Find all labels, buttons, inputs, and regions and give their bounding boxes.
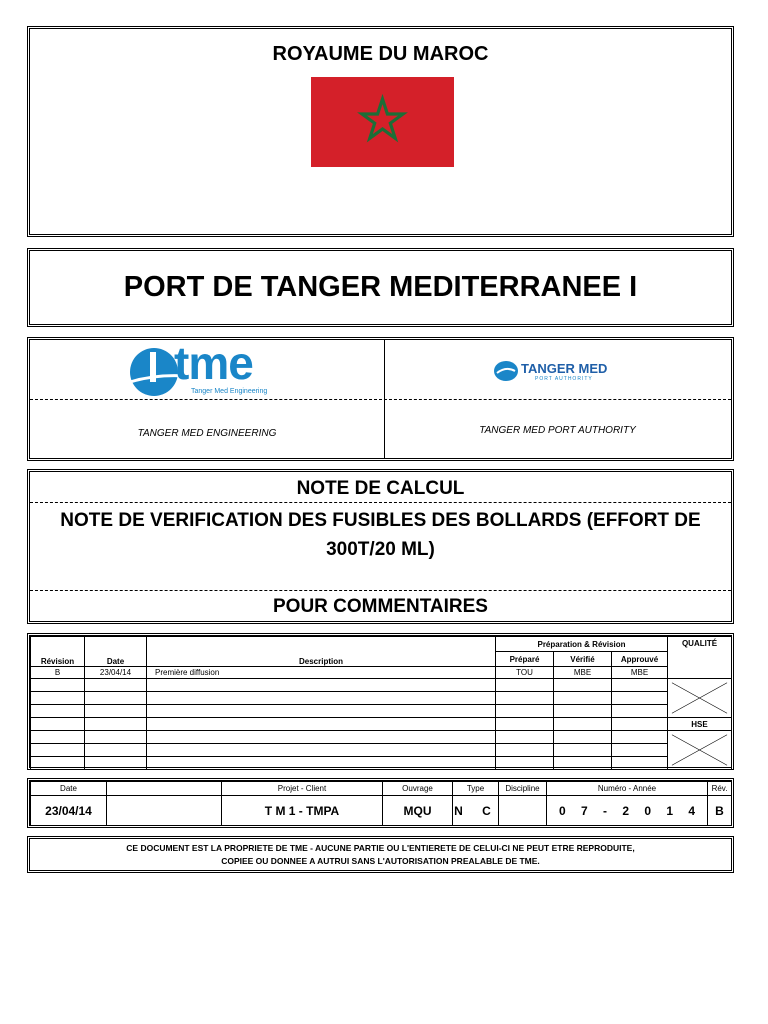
note-type: NOTE DE CALCUL (296, 478, 465, 499)
table-row (31, 718, 732, 731)
row-verifie: MBE (554, 667, 612, 679)
row-description: Première diffusion (147, 667, 496, 679)
disclaimer-line-1: CE DOCUMENT EST LA PROPRIETE DE TME - AUCUNE PARTIE OU L'ENTIERETE DE CELUI-CI NE PEUT ETRE REPRODUITE, (126, 843, 635, 853)
ref-col-numero: Numéro - Année (547, 782, 708, 796)
morocco-flag (311, 77, 454, 167)
ref-type: N C (453, 796, 499, 826)
col-approuve: Approuvé (612, 652, 668, 667)
ref-col-ouvrage: Ouvrage (383, 782, 453, 796)
ref-col-discipline: Discipline (499, 782, 547, 796)
tme-logo (126, 337, 301, 396)
ref-discipline (499, 796, 547, 826)
ref-date: 23/04/14 (31, 796, 107, 826)
col-prep-group: Préparation & Révision (496, 637, 668, 652)
col-verifie: Vérifié (554, 652, 612, 667)
note-box (27, 469, 734, 624)
tme-logo-text: tme (174, 337, 253, 389)
table-row (31, 692, 732, 705)
reference-box (27, 778, 734, 828)
reference-table (30, 781, 732, 826)
disclaimer-box (27, 836, 734, 873)
table-row (31, 757, 732, 770)
table-row (31, 667, 732, 679)
ref-rev: B (708, 796, 732, 826)
logos-box (27, 337, 734, 461)
qualite-crossed-cell (668, 679, 732, 718)
ref-col-date: Date (31, 782, 107, 796)
row-revision: B (31, 667, 85, 679)
project-title-box (27, 248, 734, 327)
tmpa-logo-subtext: PORT AUTHORITY (535, 376, 593, 382)
col-revision: Révision (31, 637, 85, 667)
col-description: Description (147, 637, 496, 667)
col-hse: HSE (668, 718, 732, 731)
ref-col-type: Type (453, 782, 499, 796)
col-qualite: QUALITÉ (668, 637, 732, 679)
tmpa-logo (493, 358, 623, 386)
tme-caption: TANGER MED ENGINEERING (137, 428, 277, 439)
hse-crossed-cell (668, 731, 732, 770)
table-row (31, 679, 732, 692)
ref-projet: T M 1 - TMPA (222, 796, 383, 826)
revision-table (30, 636, 732, 770)
project-title: PORT DE TANGER MEDITERRANEE I (123, 271, 638, 303)
ref-ouvrage: MQU (383, 796, 453, 826)
ref-col-projet: Projet - Client (222, 782, 383, 796)
row-approuve: MBE (612, 667, 668, 679)
table-row (31, 744, 732, 757)
col-date: Date (85, 637, 147, 667)
ref-col-rev: Rév. (708, 782, 732, 796)
note-title: NOTE DE VERIFICATION DES FUSIBLES DES BOLLARDS (EFFORT DE 300T/20 ML) (60, 510, 701, 560)
col-prepare: Préparé (496, 652, 554, 667)
row-date: 23/04/14 (85, 667, 147, 679)
note-status: POUR COMMENTAIRES (273, 596, 488, 617)
ref-numero: 0 7 - 2 0 1 4 (547, 796, 708, 826)
country-title: ROYAUME DU MAROC (272, 43, 489, 65)
table-row (31, 731, 732, 744)
country-header-box (27, 26, 734, 237)
tmpa-emblem-icon (493, 360, 519, 382)
row-prepare: TOU (496, 667, 554, 679)
table-row (31, 705, 732, 718)
revision-box (27, 633, 734, 770)
tmpa-logo-text: TANGER MED (521, 361, 608, 376)
disclaimer-line-2: COPIEE OU DONNEE A AUTRUI SANS L'AUTORISATION PREALABLE DE TME. (221, 856, 540, 866)
tmpa-caption: TANGER MED PORT AUTHORITY (479, 425, 636, 436)
tme-logo-subtext: Tanger Med Engineering (191, 388, 268, 395)
